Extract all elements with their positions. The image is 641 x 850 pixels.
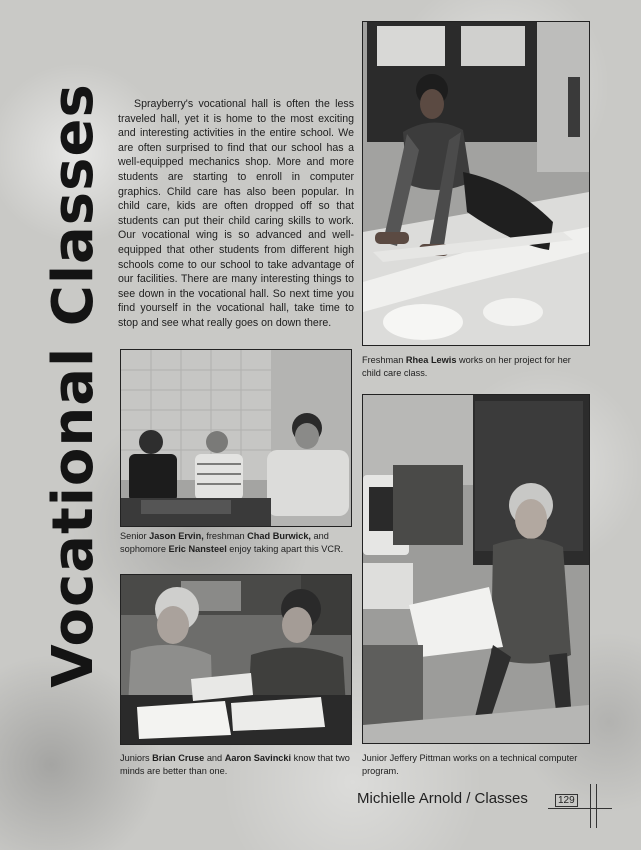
photo-juniors-image (121, 575, 351, 744)
intro-paragraph: Sprayberry's vocational hall is often the less traveled hall, yet it is home to the most exciting and interesting activities in the entire school. We are often surprised to find that our school has a well-equipped mechanics shop. More and more students are starting to enroll in computer graphics. Child care has also been popular. In child care, kids are often dropped off so that students can put their child caring skills to work. Our vocational wing is so advanced and well-equipped that other students from different high schools come to our school to take advantage of our facilities. There are many interesting things to see down in the vocational hall. So next time you find yourself in the vocational hall, take time to stop and see what really goes on down there. (118, 98, 354, 329)
caption-vcr-group: Senior Jason Ervin, freshman Chad Burwick, and sophomore Eric Nansteel enjoy taking apart this VCR. (120, 531, 344, 554)
photo-rhea-lewis (362, 21, 590, 346)
caption-rhea-lewis: Freshman Rhea Lewis works on her project for her child care class. (362, 355, 571, 378)
footer-rule-vertical-2 (596, 784, 597, 828)
photo-rhea-lewis-image (363, 22, 589, 345)
photo-vcr-group-image (121, 350, 351, 526)
footer-byline: Michielle Arnold / Classes (357, 790, 528, 807)
caption-juniors: Juniors Brian Cruse and Aaron Savincki know that two minds are better than one. (120, 753, 350, 776)
photo-jeffery-pittman-image (363, 395, 589, 743)
photo-vcr-group (120, 349, 352, 527)
photo-juniors (120, 574, 352, 745)
footer-rule-vertical (590, 784, 591, 828)
page-title: Vocational Classes (40, 83, 106, 688)
photo-jeffery-pittman (362, 394, 590, 744)
footer-rule-horizontal (548, 808, 612, 809)
page-number: 129 (555, 794, 578, 807)
caption-jeffery-pittman: Junior Jeffery Pittman works on a technical computer program. (362, 753, 578, 776)
